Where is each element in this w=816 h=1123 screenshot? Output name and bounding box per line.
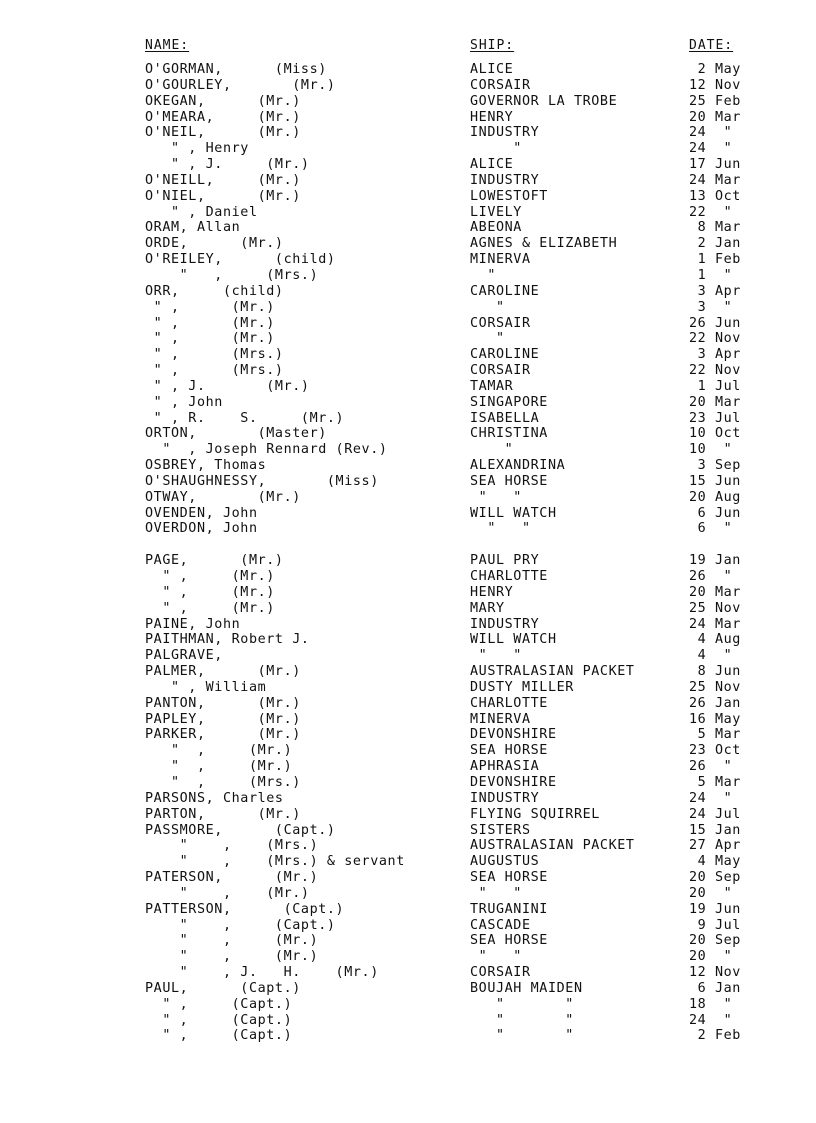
ship-name: HENRY xyxy=(470,109,514,125)
list-row xyxy=(0,997,816,1013)
arrival-date: 6 Jun xyxy=(689,505,741,521)
arrival-date: 22 Nov xyxy=(689,331,741,347)
arrival-date: 5 Mar xyxy=(689,774,741,790)
ship-name: AUSTRALASIAN PACKET xyxy=(470,838,635,854)
ship-name: MINERVA xyxy=(470,711,531,727)
arrival-date: 10 Oct xyxy=(689,426,741,442)
name-column-header: NAME: xyxy=(145,38,190,53)
ship-name: CHARLOTTE xyxy=(470,695,548,711)
ship-name: INDUSTRY xyxy=(470,125,540,141)
passenger-name: " , (Mrs.) & servant xyxy=(145,854,405,870)
arrival-date: 26 Jun xyxy=(689,315,741,331)
ship-name: " " xyxy=(470,1012,574,1028)
arrival-date: 6 " xyxy=(689,521,733,537)
ship-name: FLYING SQUIRREL xyxy=(470,806,600,822)
arrival-date: 23 Jul xyxy=(689,410,741,426)
arrival-date: 20 Mar xyxy=(689,109,741,125)
arrival-date: 3 Apr xyxy=(689,283,741,299)
list-row xyxy=(0,791,816,807)
list-row xyxy=(0,379,816,395)
ship-name: LIVELY xyxy=(470,204,522,220)
ship-name: ALICE xyxy=(470,157,514,173)
list-row xyxy=(0,506,816,522)
list-row xyxy=(0,553,816,569)
ship-name: " xyxy=(470,442,514,458)
passenger-name: PARKER, (Mr.) xyxy=(145,727,301,743)
arrival-date: 20 " xyxy=(689,949,733,965)
list-row xyxy=(0,712,816,728)
ship-name: ALEXANDRINA xyxy=(470,458,566,474)
passenger-name: " , Joseph Rennard (Rev.) xyxy=(145,442,388,458)
passenger-name: " , (Mrs.) xyxy=(145,363,284,379)
list-row xyxy=(0,823,816,839)
list-row xyxy=(0,331,816,347)
arrival-date: 26 " xyxy=(689,569,733,584)
arrival-date: 1 Jul xyxy=(689,378,741,394)
list-row xyxy=(0,965,816,981)
passenger-name: O'SHAUGHNESSY, (Miss) xyxy=(145,473,379,489)
ship-name: MARY xyxy=(470,600,505,616)
list-row xyxy=(0,981,816,997)
ship-name: AUGUSTUS xyxy=(470,854,540,870)
list-row xyxy=(0,236,816,252)
passenger-name: " , (Mr.) xyxy=(145,600,275,616)
list-row xyxy=(0,838,816,854)
arrival-date: 12 Nov xyxy=(689,965,741,981)
list-row xyxy=(0,521,816,537)
arrival-date: 20 Mar xyxy=(689,584,741,600)
list-row xyxy=(0,727,816,743)
ship-name: CASCADE xyxy=(470,917,531,933)
list-row xyxy=(0,933,816,949)
ship-name: DEVONSHIRE xyxy=(470,774,557,790)
list-row xyxy=(0,363,816,379)
ship-name: SEA HORSE xyxy=(470,870,548,886)
passenger-name: PANTON, (Mr.) xyxy=(145,695,301,711)
passenger-name: " , (Mr.) xyxy=(145,949,319,965)
ship-name: " " xyxy=(470,949,522,965)
list-row xyxy=(0,759,816,775)
arrival-date: 2 Feb xyxy=(689,1028,741,1044)
arrival-date: 3 Sep xyxy=(689,458,741,474)
ship-name: WILL WATCH xyxy=(470,505,557,521)
list-row xyxy=(0,395,816,411)
list-row xyxy=(0,125,816,141)
ship-name: TRUGANINI xyxy=(470,901,548,917)
ship-name: " " xyxy=(470,885,522,901)
passenger-name: " , (Mr.) xyxy=(145,933,319,949)
passenger-name: O'REILEY, (child) xyxy=(145,252,336,268)
arrival-date: 20 Mar xyxy=(689,394,741,410)
arrival-date: 1 " xyxy=(689,267,733,283)
list-row xyxy=(0,157,816,173)
ship-name: CORSAIR xyxy=(470,77,531,93)
ship-name: " xyxy=(470,299,505,315)
passenger-name: OVERDON, John xyxy=(145,521,258,537)
list-row xyxy=(0,316,816,332)
passenger-name: " , (Mrs.) xyxy=(145,838,319,854)
passenger-name: " , (Mr.) xyxy=(145,299,275,315)
passenger-name: PAUL, (Capt.) xyxy=(145,980,301,996)
ship-name: " " xyxy=(470,1028,574,1044)
passenger-name: PAINE, John xyxy=(145,616,241,632)
ship-name: CAROLINE xyxy=(470,347,540,363)
ship-name: PAUL PRY xyxy=(470,553,540,569)
arrival-date: 19 Jun xyxy=(689,901,741,917)
ship-name: CORSAIR xyxy=(470,315,531,331)
ship-name: " xyxy=(470,267,496,283)
passenger-name: " , (Mrs.) xyxy=(145,347,284,363)
passenger-name: " , (Mr.) xyxy=(145,759,293,775)
list-row xyxy=(0,1028,816,1044)
passenger-name: ORTON, (Master) xyxy=(145,426,327,442)
arrival-date: 10 " xyxy=(689,442,733,458)
arrival-date: 25 Nov xyxy=(689,600,741,616)
arrival-date: 24 Mar xyxy=(689,172,741,188)
passenger-name: " , William xyxy=(145,679,267,695)
passenger-name: " , J. (Mr.) xyxy=(145,378,310,394)
arrival-date: 4 Aug xyxy=(689,632,741,648)
passenger-name: " , J. H. (Mr.) xyxy=(145,965,379,981)
passenger-name: O'GOURLEY, (Mr.) xyxy=(145,77,336,93)
arrival-date: 24 " xyxy=(689,1012,733,1028)
arrival-date: 27 Apr xyxy=(689,838,741,854)
arrival-date: 26 " xyxy=(689,759,733,775)
arrival-date: 9 Jul xyxy=(689,917,741,933)
passenger-name: " , Daniel xyxy=(145,204,258,220)
ship-name: CHARLOTTE xyxy=(470,569,548,584)
list-row xyxy=(0,78,816,94)
ship-name: HENRY xyxy=(470,584,514,600)
list-row xyxy=(0,696,816,712)
ship-name: INDUSTRY xyxy=(470,616,540,632)
passenger-name: PARSONS, Charles xyxy=(145,790,284,806)
passenger-name: " , (Mr.) xyxy=(145,885,310,901)
arrival-date: 12 Nov xyxy=(689,77,741,93)
ship-name: " " xyxy=(470,521,531,537)
arrival-date: 24 " xyxy=(689,141,733,157)
list-row xyxy=(0,300,816,316)
arrival-date: 19 Jan xyxy=(689,553,741,569)
arrival-date: 22 Nov xyxy=(689,363,741,379)
passenger-name: " , Henry xyxy=(145,141,249,157)
list-row xyxy=(0,632,816,648)
ship-name: GOVERNOR LA TROBE xyxy=(470,93,618,109)
arrival-date: 25 Feb xyxy=(689,93,741,109)
arrival-date: 20 Sep xyxy=(689,870,741,886)
arrival-date: 23 Oct xyxy=(689,743,741,759)
ship-name: TAMAR xyxy=(470,378,514,394)
arrival-date: 24 Mar xyxy=(689,616,741,632)
list-row xyxy=(0,474,816,490)
list-row xyxy=(0,205,816,221)
ship-name: SISTERS xyxy=(470,822,531,838)
ship-name: INDUSTRY xyxy=(470,172,540,188)
list-row xyxy=(0,110,816,126)
list-row xyxy=(0,490,816,506)
arrival-date: 2 May xyxy=(689,62,741,77)
list-row xyxy=(0,284,816,300)
list-row xyxy=(0,743,816,759)
passenger-name: O'MEARA, (Mr.) xyxy=(145,109,301,125)
list-row xyxy=(0,442,816,458)
ship-name: " xyxy=(470,141,522,157)
ship-column-header: SHIP: xyxy=(470,38,515,53)
ship-name: SEA HORSE xyxy=(470,933,548,949)
passenger-name: OTWAY, (Mr.) xyxy=(145,489,301,505)
list-row xyxy=(0,854,816,870)
passenger-name: " , (Mrs.) xyxy=(145,774,301,790)
passenger-name: PATTERSON, (Capt.) xyxy=(145,901,345,917)
list-row xyxy=(0,458,816,474)
list-row xyxy=(0,775,816,791)
ship-name: ALICE xyxy=(470,62,514,77)
ship-name: BOUJAH MAIDEN xyxy=(470,980,583,996)
list-row xyxy=(0,870,816,886)
list-row xyxy=(0,94,816,110)
arrival-date: 22 " xyxy=(689,204,733,220)
passenger-name: PAITHMAN, Robert J. xyxy=(145,632,310,648)
list-row xyxy=(0,569,816,585)
passenger-name: " , (Mr.) xyxy=(145,315,275,331)
arrival-date: 4 May xyxy=(689,854,741,870)
list-row xyxy=(0,918,816,934)
list-row xyxy=(0,268,816,284)
arrival-date: 24 " xyxy=(689,125,733,141)
list-row xyxy=(0,1013,816,1029)
passenger-name: " , R. S. (Mr.) xyxy=(145,410,345,426)
ship-name: APHRASIA xyxy=(470,759,540,775)
ship-name: AUSTRALASIAN PACKET xyxy=(470,664,635,680)
list-row xyxy=(0,173,816,189)
passenger-name: PATERSON, (Mr.) xyxy=(145,870,319,886)
list-row xyxy=(0,680,816,696)
arrival-date: 20 Sep xyxy=(689,933,741,949)
list-row xyxy=(0,902,816,918)
ship-name: MINERVA xyxy=(470,252,531,268)
passenger-name: PALMER, (Mr.) xyxy=(145,664,301,680)
passenger-name: ORDE, (Mr.) xyxy=(145,236,284,252)
passenger-name: ORAM, Allan xyxy=(145,220,241,236)
passenger-name: OKEGAN, (Mr.) xyxy=(145,93,301,109)
arrival-date: 5 Mar xyxy=(689,727,741,743)
list-row xyxy=(0,189,816,205)
arrival-date: 8 Jun xyxy=(689,664,741,680)
list-row xyxy=(0,537,816,553)
ship-name: ABEONA xyxy=(470,220,522,236)
list-row xyxy=(0,62,816,78)
arrival-date: 13 Oct xyxy=(689,188,741,204)
list-row xyxy=(0,949,816,965)
passenger-name: O'NIEL, (Mr.) xyxy=(145,188,301,204)
ship-name: SEA HORSE xyxy=(470,743,548,759)
list-row xyxy=(0,886,816,902)
ship-name: INDUSTRY xyxy=(470,790,540,806)
arrival-date: 24 " xyxy=(689,790,733,806)
ship-name: SINGAPORE xyxy=(470,394,548,410)
arrival-date: 17 Jun xyxy=(689,157,741,173)
passenger-name: " , (Mr.) xyxy=(145,743,293,759)
list-row xyxy=(0,601,816,617)
passenger-name: O'GORMAN, (Miss) xyxy=(145,62,327,77)
ship-name: " " xyxy=(470,648,522,664)
passenger-name: " , (Mr.) xyxy=(145,584,275,600)
arrival-date: 1 Feb xyxy=(689,252,741,268)
arrival-date: 26 Jan xyxy=(689,695,741,711)
arrival-date: 20 " xyxy=(689,885,733,901)
arrival-date: 6 Jan xyxy=(689,980,741,996)
ship-name: AGNES & ELIZABETH xyxy=(470,236,618,252)
arrival-date: 3 " xyxy=(689,299,733,315)
passenger-name: O'NEIL, (Mr.) xyxy=(145,125,301,141)
passenger-list xyxy=(0,62,816,1044)
passenger-name: PASSMORE, (Capt.) xyxy=(145,822,336,838)
ship-name: " xyxy=(470,331,505,347)
arrival-date: 20 Aug xyxy=(689,489,741,505)
ship-name: ISABELLA xyxy=(470,410,540,426)
passenger-name: " , (Mr.) xyxy=(145,569,275,584)
ship-name: DUSTY MILLER xyxy=(470,679,574,695)
ship-name: DEVONSHIRE xyxy=(470,727,557,743)
arrival-date: 15 Jun xyxy=(689,473,741,489)
passenger-name: PAGE, (Mr.) xyxy=(145,553,284,569)
list-row xyxy=(0,426,816,442)
arrival-date: 25 Nov xyxy=(689,679,741,695)
passenger-name: OSBREY, Thomas xyxy=(145,458,267,474)
ship-name: CORSAIR xyxy=(470,363,531,379)
passenger-name: PAPLEY, (Mr.) xyxy=(145,711,301,727)
passenger-name: " , (Capt.) xyxy=(145,917,336,933)
passenger-name: O'NEILL, (Mr.) xyxy=(145,172,301,188)
list-row xyxy=(0,617,816,633)
date-column-header: DATE: xyxy=(689,38,734,53)
passenger-name: " , J. (Mr.) xyxy=(145,157,310,173)
arrival-date: 4 " xyxy=(689,648,733,664)
list-row xyxy=(0,648,816,664)
arrival-date: 15 Jan xyxy=(689,822,741,838)
passenger-name: ORR, (child) xyxy=(145,283,284,299)
list-row xyxy=(0,347,816,363)
list-row xyxy=(0,585,816,601)
arrival-date: 16 May xyxy=(689,711,741,727)
arrival-date: 3 Apr xyxy=(689,347,741,363)
list-row xyxy=(0,141,816,157)
arrival-date: 18 " xyxy=(689,996,733,1012)
passenger-name: PARTON, (Mr.) xyxy=(145,806,301,822)
arrival-date: 2 Jan xyxy=(689,236,741,252)
ship-name: CORSAIR xyxy=(470,965,531,981)
list-row xyxy=(0,220,816,236)
ship-name: " " xyxy=(470,996,574,1012)
ship-name: " " xyxy=(470,489,522,505)
list-row xyxy=(0,807,816,823)
passenger-name: " , (Capt.) xyxy=(145,996,293,1012)
ship-name: SEA HORSE xyxy=(470,473,548,489)
passenger-name: " , John xyxy=(145,394,223,410)
passenger-name: OVENDEN, John xyxy=(145,505,258,521)
passenger-name: " , (Mr.) xyxy=(145,331,275,347)
ship-name: CAROLINE xyxy=(470,283,540,299)
ship-name: WILL WATCH xyxy=(470,632,557,648)
ship-name: CHRISTINA xyxy=(470,426,548,442)
passenger-name: " , (Capt.) xyxy=(145,1028,293,1044)
arrival-date: 24 Jul xyxy=(689,806,741,822)
passenger-name: " , (Capt.) xyxy=(145,1012,293,1028)
list-row xyxy=(0,252,816,268)
list-row xyxy=(0,411,816,427)
passenger-name: " , (Mrs.) xyxy=(145,267,319,283)
list-row xyxy=(0,664,816,680)
passenger-name: PALGRAVE, xyxy=(145,648,223,664)
ship-name: LOWESTOFT xyxy=(470,188,548,204)
arrival-date: 8 Mar xyxy=(689,220,741,236)
